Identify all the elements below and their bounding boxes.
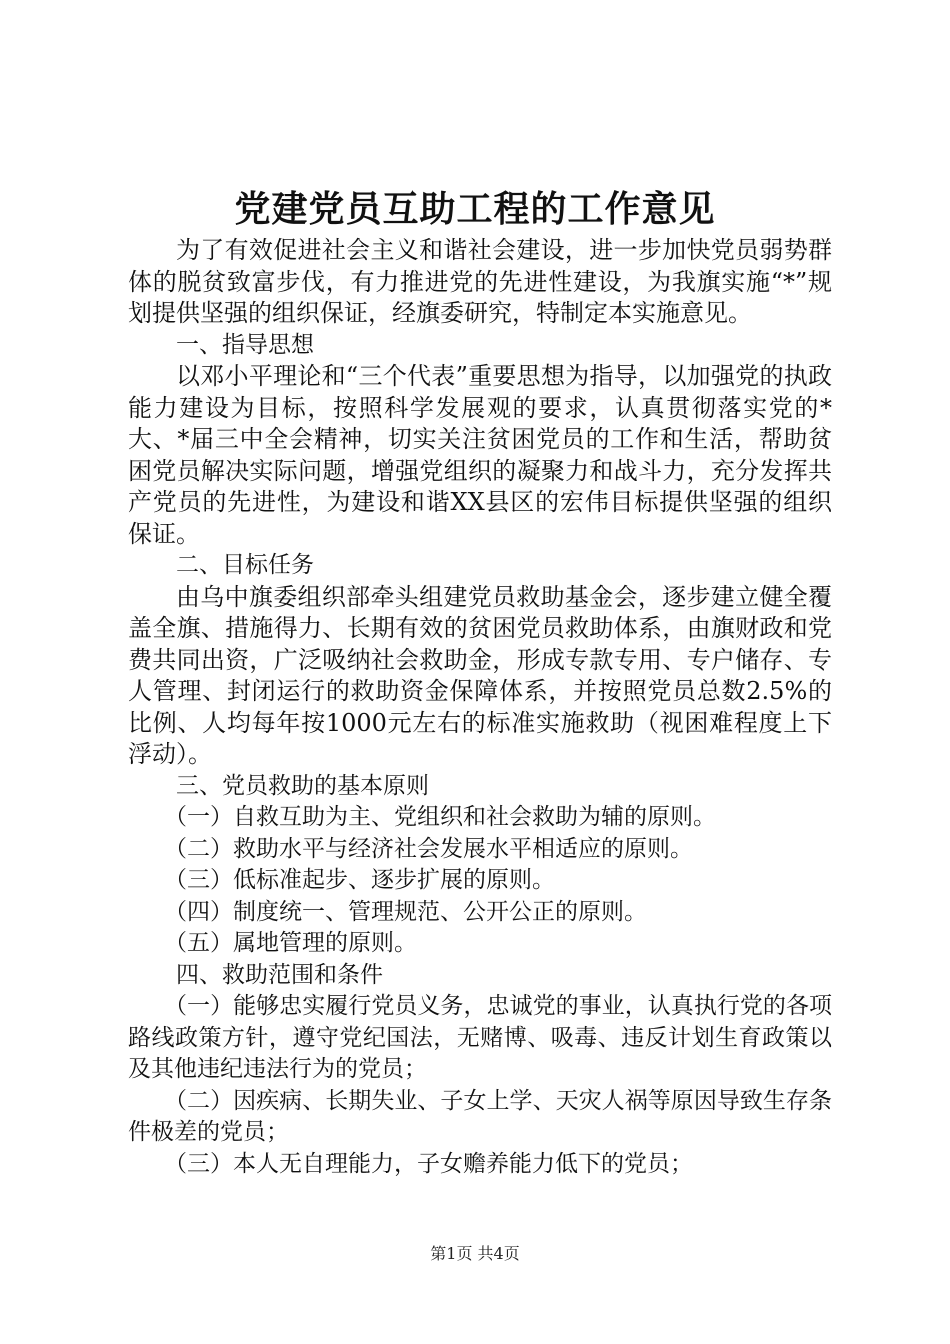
section-heading-scope: 四、救助范围和条件 [176, 961, 383, 988]
section-heading-guiding-ideology: 一、指导思想 [176, 331, 314, 358]
principle-item: （四）制度统一、管理规范、公开公正的原则。 [164, 898, 647, 925]
document-body [128, 235, 832, 1180]
section-heading-goals: 二、目标任务 [176, 552, 314, 578]
principle-item: （二）救助水平与经济社会发展水平相适应的原则。 [164, 835, 693, 862]
scope-item: （二）因疾病、长期失业、子女上学、天灾人祸等原因导致生存条件极差的党员； [128, 1087, 832, 1145]
goals-paragraph: 由乌中旗委组织部牵头组建党员救助基金会，逐步建立健全覆盖全旗、措施得力、长期有效的贫困党员救助体系，由旗财政和党费共同出资，广泛吸纳社会救助金，形成专款专用、专户储存、专人管理、封闭运行的救助资金保障体系，并按照党员总数2.5%的比例、人均每年按1000元左右的标准实施救助（视困难程度上下浮动）。 [128, 582, 832, 768]
intro-paragraph: 为了有效促进社会主义和谐社会建设，进一步加快党员弱势群体的脱贫致富步伐，有力推进党的先进性建设，为我旗实施“*”规划提供坚强的组织保证，经旗委研究，特制定本实施意见。 [128, 236, 832, 327]
document-title: 党建党员互助工程的工作意见 [234, 188, 716, 230]
scope-item: （一）能够忠实履行党员义务，忠诚党的事业，认真执行党的各项路线政策方针，遵守党纪国法，无赌博、吸毒、违反计划生育政策以及其他违纪违法行为的党员； [128, 993, 832, 1082]
scope-item: （三）本人无自理能力，子女赡养能力低下的党员； [164, 1150, 693, 1177]
section-heading-principles: 三、党员救助的基本原则 [176, 772, 429, 799]
principle-item: （五）属地管理的原则。 [164, 930, 417, 956]
principle-item: （三）低标准起步、逐步扩展的原则。 [164, 867, 555, 893]
principle-item: （一）自救互助为主、党组织和社会救助为辅的原则。 [164, 804, 716, 830]
guiding-ideology-paragraph: 以邓小平理论和“三个代表”重要思想为指导，以加强党的执政能力建设为目标，按照科学发展观的要求，认真贯彻落实党的*大、*届三中全会精神，切实关注贫困党员的工作和生活，帮助贫困党员解决实际问题，增强党组织的凝聚力和战斗力，充分发挥共产党员的先进性，为建设和谐XX县区的宏伟目标提供坚强的组织保证。 [128, 362, 832, 548]
page-number-footer: 第1页 共4页 [430, 1244, 520, 1263]
